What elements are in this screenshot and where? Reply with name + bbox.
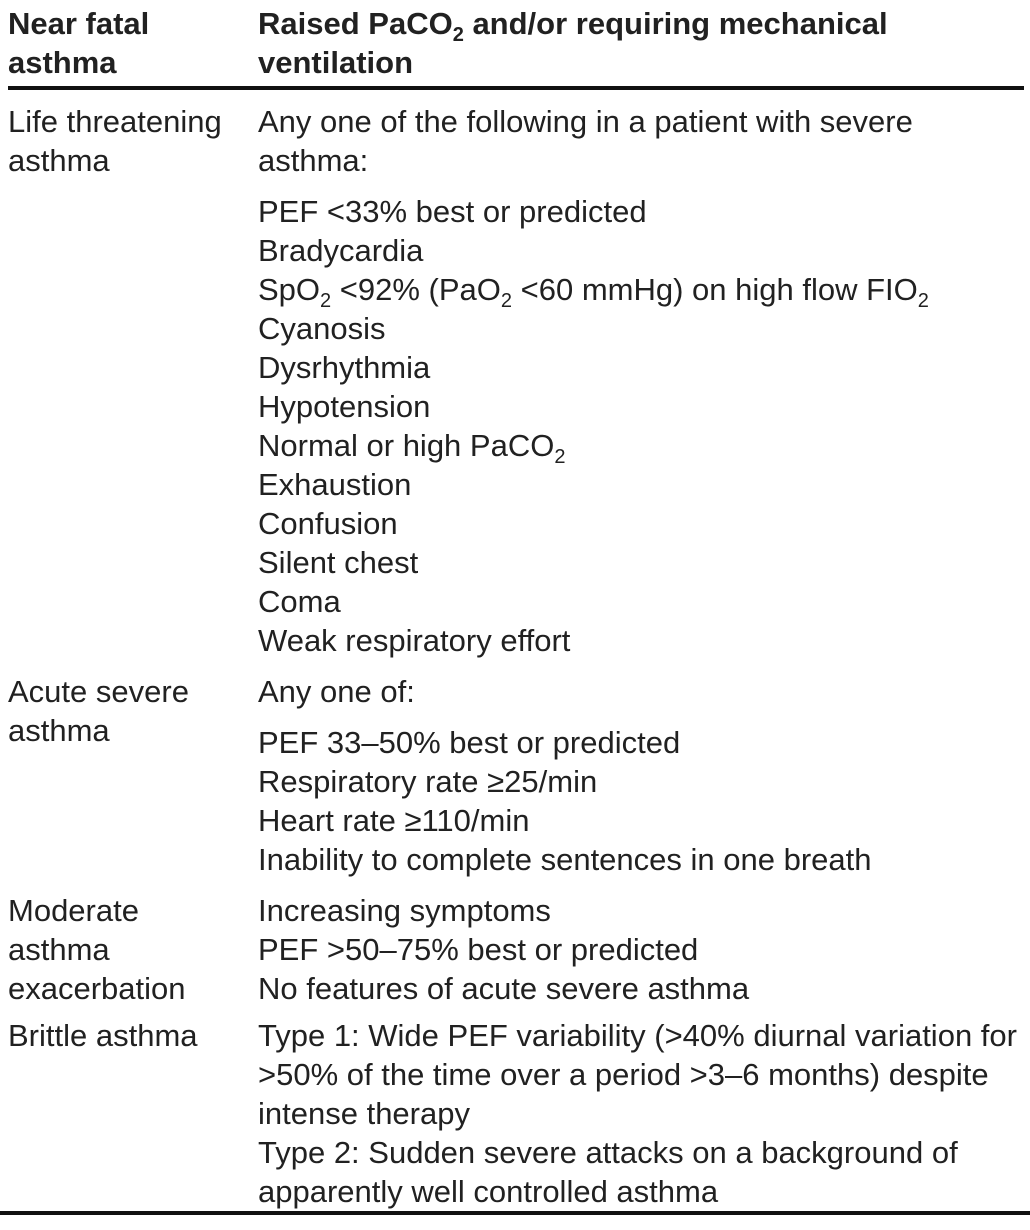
criterion-item: PEF 33–50% best or predicted xyxy=(258,725,681,760)
row-content xyxy=(258,1016,1024,1211)
criterion-item: Type 2: Sudden severe attacks on a background of apparently well controlled asthma xyxy=(258,1135,958,1209)
table-header-row xyxy=(8,4,1024,90)
criterion-item: PEF >50–75% best or predicted xyxy=(258,932,699,967)
criterion-item: PEF <33% best or predicted xyxy=(258,194,647,229)
criterion-item: Inability to complete sentences in one breath xyxy=(258,842,872,877)
criterion-item: Bradycardia xyxy=(258,233,424,268)
criterion-item: Coma xyxy=(258,584,341,619)
row-label: Acute severe asthma xyxy=(8,674,189,748)
row-content xyxy=(258,102,1024,660)
row-intro: Any one of the following in a patient with severe asthma: xyxy=(258,104,913,178)
criterion-item: Normal or high PaCO$_2$ xyxy=(258,428,566,468)
criteria-list xyxy=(258,891,1022,1008)
criterion-item: Cyanosis xyxy=(258,311,386,346)
criterion-item: Exhaustion xyxy=(258,467,412,502)
criterion-item: Dysrhythmia xyxy=(258,350,431,385)
criterion-item: Weak respiratory effort xyxy=(258,623,571,658)
criterion-item: Confusion xyxy=(258,506,398,541)
criterion-item: No features of acute severe asthma xyxy=(258,971,750,1006)
row-label: Life threatening asthma xyxy=(8,104,222,178)
row-acute-severe-asthma xyxy=(8,660,1024,879)
criterion-item: Type 1: Wide PEF variability (>40% diurnal variation for >50% of the time over a period >3–6 months) despite intense therapy xyxy=(258,1018,1017,1131)
row-content xyxy=(258,891,1024,1008)
row-intro: Any one of: xyxy=(258,674,415,709)
row-content xyxy=(258,672,1024,879)
criteria-list xyxy=(258,1016,1022,1211)
criterion-item: Heart rate ≥110/min xyxy=(258,803,530,838)
criterion-item: Increasing symptoms xyxy=(258,893,551,928)
row-life-threatening-asthma xyxy=(8,90,1024,660)
row-label: Moderate asthma exacerbation xyxy=(8,893,186,1006)
header-near-fatal-asthma: Near fatal asthma xyxy=(8,6,150,80)
criteria-list xyxy=(258,723,1022,879)
header-definition: Raised PaCO$_2$ and/or requiring mechanical ventilation xyxy=(258,6,888,80)
criterion-item: Silent chest xyxy=(258,545,419,580)
criterion-item: Respiratory rate ≥25/min xyxy=(258,764,598,799)
criteria-list xyxy=(258,192,1022,660)
row-label: Brittle asthma xyxy=(8,1018,198,1053)
row-brittle-asthma xyxy=(8,1008,1024,1211)
criterion-item: SpO$_2$ <92% (PaO$_2$ <60 mmHg) on high flow $FIO_2$ xyxy=(258,272,929,312)
criterion-item: Hypotension xyxy=(258,389,431,424)
row-moderate-asthma-exacerbation xyxy=(8,879,1024,1008)
